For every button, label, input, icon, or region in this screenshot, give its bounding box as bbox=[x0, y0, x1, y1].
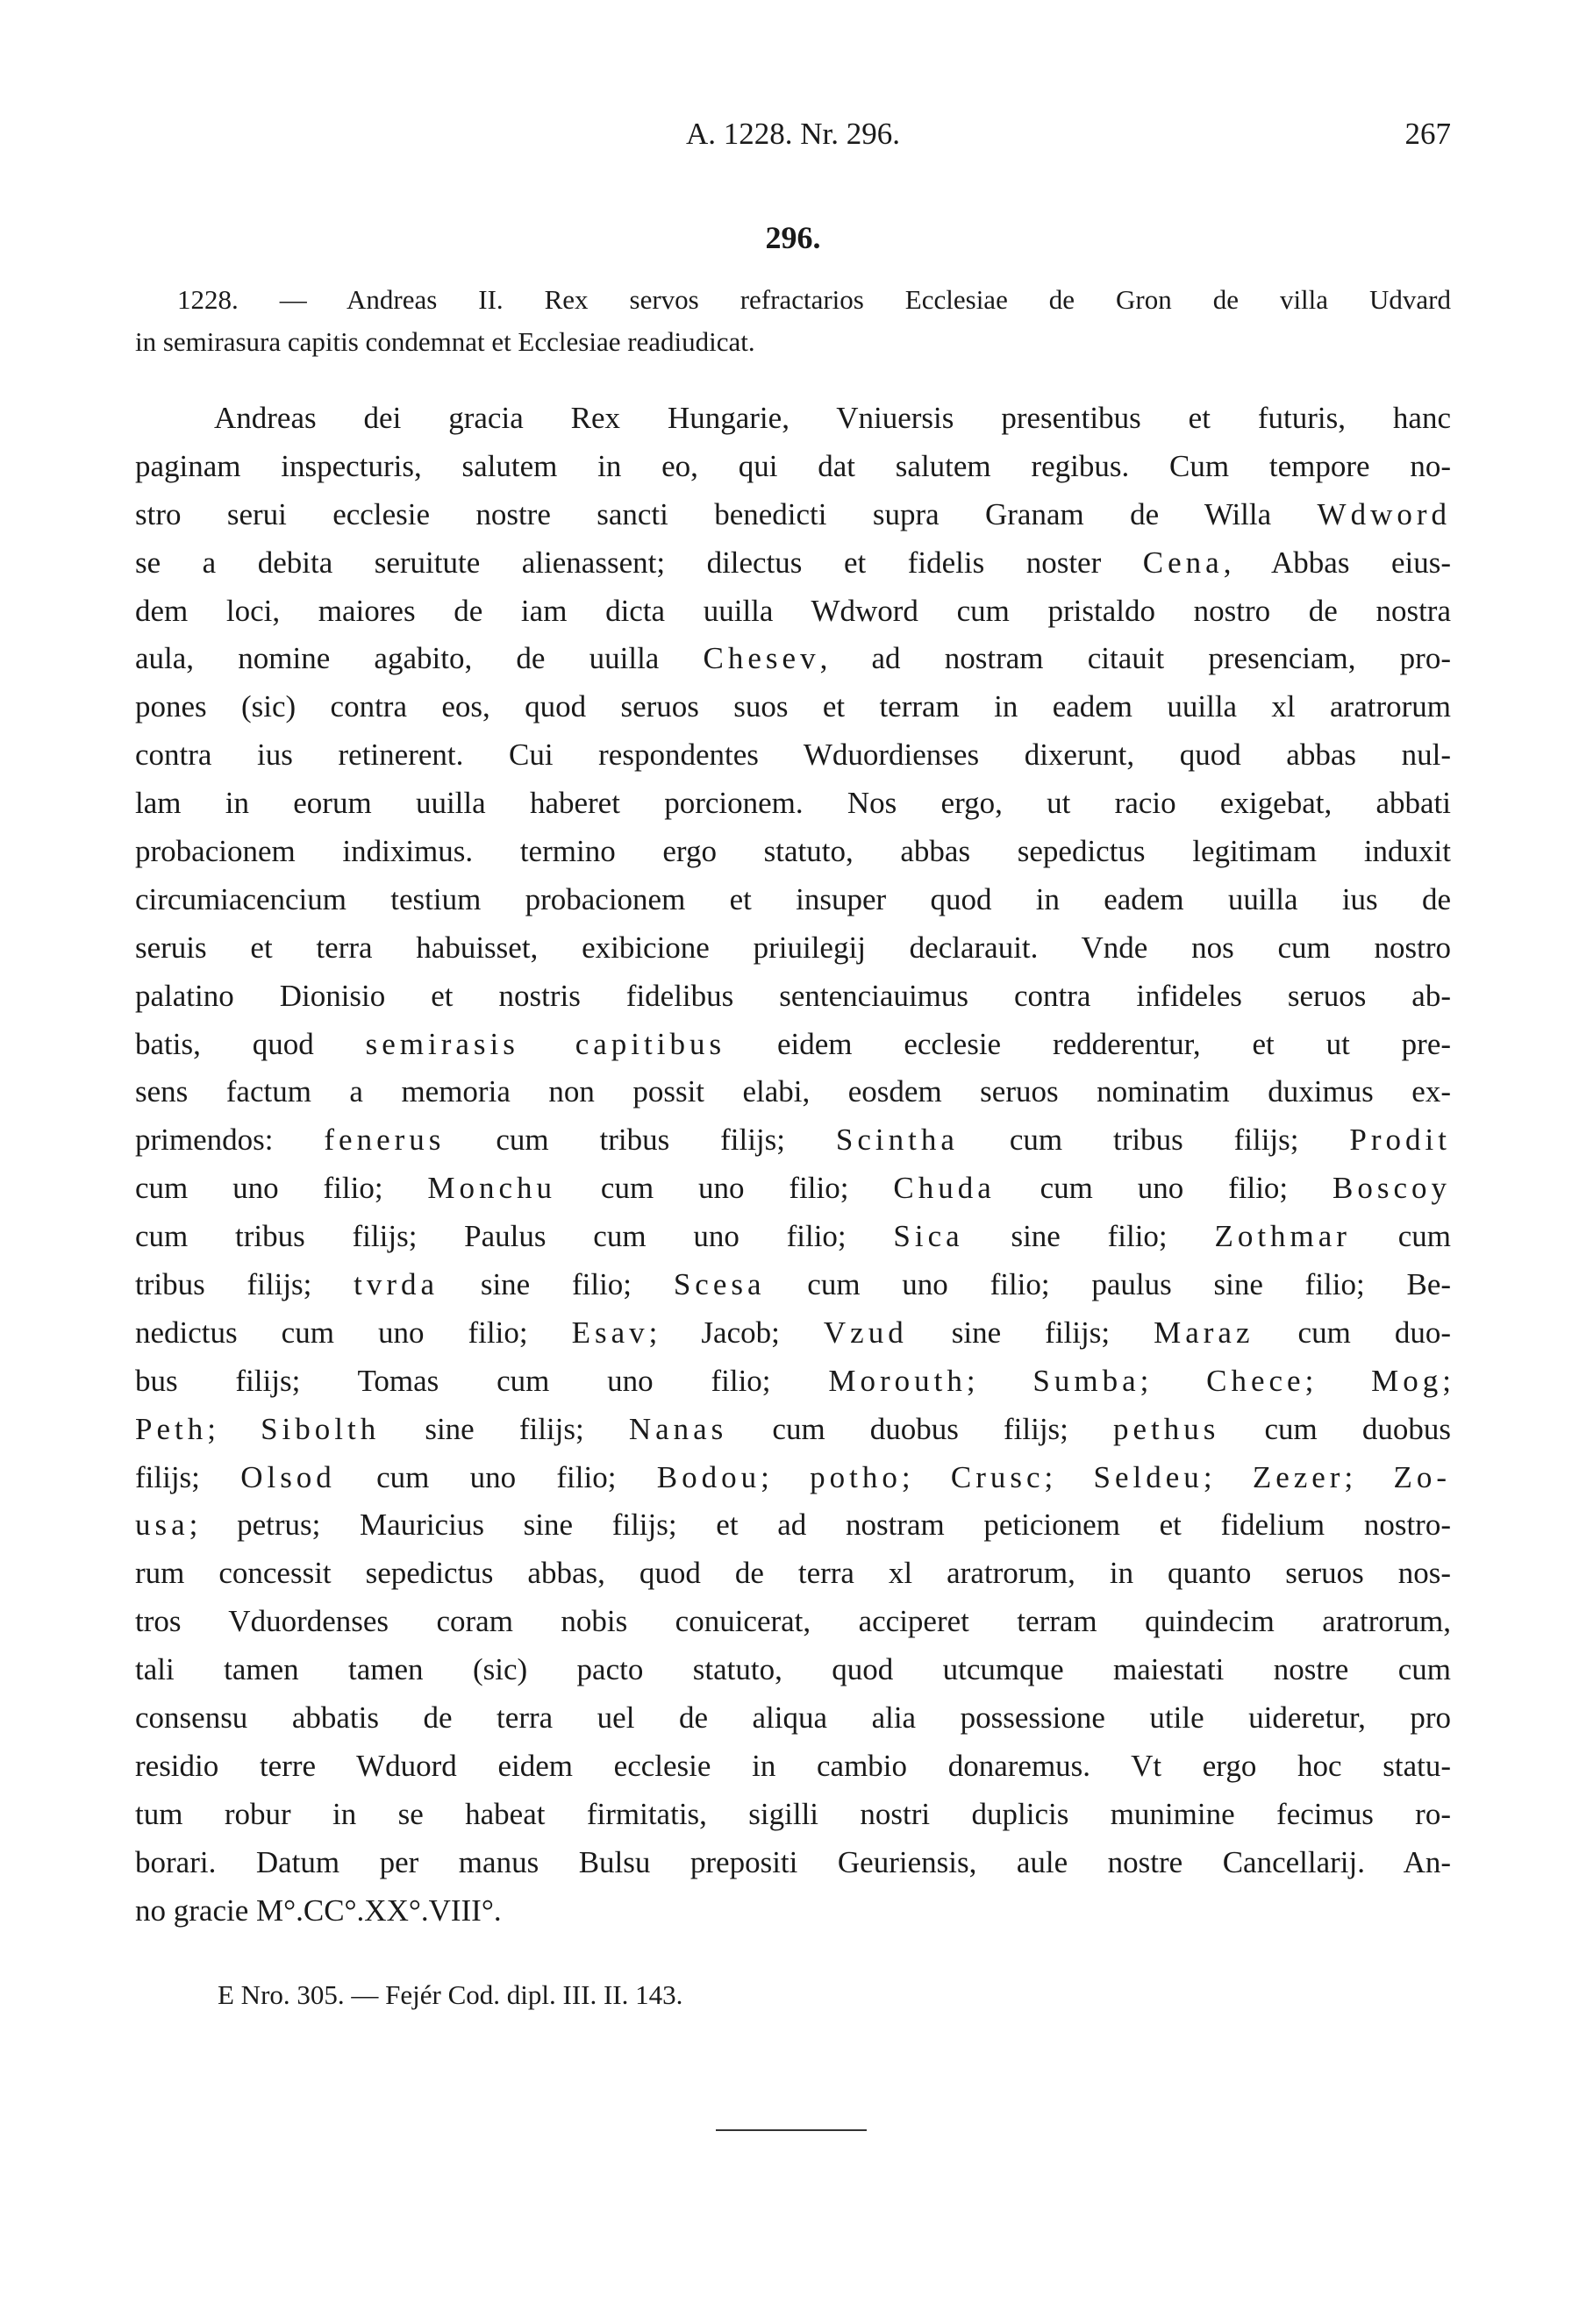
spaced-name: fenerus bbox=[324, 1123, 446, 1158]
spaced-name: Maraz bbox=[1154, 1315, 1254, 1350]
text-line: tali tamen tamen (sic) pacto statuto, quod utcumque maiestati nostre cum bbox=[135, 1652, 1451, 1687]
spaced-name: Crusc bbox=[950, 1459, 1045, 1494]
spaced-name: Boscoy bbox=[1333, 1171, 1451, 1206]
text-line: lam in eorum uuilla haberet porcionem. Nos ergo, ut racio exigebat, abbati bbox=[135, 786, 1451, 821]
text-line: tum robur in se habeat firmitatis, sigilli nostri duplicis munimine fecimus ro- bbox=[135, 1796, 1451, 1831]
spaced-name: Zezer bbox=[1252, 1459, 1345, 1494]
text-line: sens factum a memoria non possit elabi, eosdem seruos nominatim duximus ex- bbox=[135, 1074, 1451, 1109]
text-line: contra ius retinerent. Cui respondentes Wduordienses dixerunt, quod abbas nul- bbox=[135, 738, 1451, 773]
spaced-name: Wdword bbox=[1317, 496, 1451, 531]
summary-line-1: 1228. — Andreas II. Rex servos refractarios Ecclesiae de Gron de villa Udvard bbox=[177, 284, 1451, 315]
spaced-name: Mog bbox=[1371, 1363, 1443, 1398]
running-head-title: A. 1228. Nr. 296. bbox=[685, 117, 901, 151]
spaced-name: Chesev bbox=[703, 641, 820, 676]
text-line: batis, quod semirasis capitibus eidem ecclesie redderentur, et ut pre- bbox=[135, 1026, 1451, 1061]
text-line: dem loci, maiores de iam dicta uuilla Wdword cum pristaldo nostro de nostra bbox=[135, 593, 1451, 628]
text-line: stro serui ecclesie nostre sancti benedicti supra Granam de Willa Wdword bbox=[135, 496, 1451, 531]
text-line: residio terre Wduord eidem ecclesie in cambio donaremus. Vt ergo hoc statu- bbox=[135, 1748, 1451, 1783]
text-line: primendos: fenerus cum tribus filijs; Scintha cum tribus filijs; Prodit bbox=[135, 1123, 1451, 1158]
text-line: paginam inspecturis, salutem in eo, qui dat salutem regibus. Cum tempore no- bbox=[135, 448, 1451, 483]
text-line: probacionem indiximus. termino ergo statuto, abbas sepedictus legitimam induxit bbox=[135, 834, 1451, 869]
spaced-name: Esav bbox=[571, 1315, 649, 1350]
running-head bbox=[135, 114, 1451, 154]
spaced-name: potho bbox=[810, 1459, 902, 1494]
text-line: consensu abbatis de terra uel de aliqua alia possessione utile uideretur, pro bbox=[135, 1700, 1451, 1736]
spaced-name: Scesa bbox=[673, 1267, 766, 1302]
spaced-name: Vzud bbox=[823, 1315, 908, 1350]
text-line: borari. Datum per manus Bulsu prepositi Geuriensis, aule nostre Cancellarij. An- bbox=[135, 1844, 1451, 1879]
page-number: 267 bbox=[1404, 117, 1451, 151]
text-line: no gracie M°.CC°.XX°.VIII°. bbox=[135, 1893, 502, 1928]
document-number: 296. bbox=[765, 220, 821, 255]
text-line: nedictus cum uno filio; Esav; Jacob; Vzud sine filijs; Maraz cum duo- bbox=[135, 1315, 1451, 1350]
spaced-phrase: semirasis capitibus bbox=[365, 1026, 726, 1061]
section-divider bbox=[716, 2129, 867, 2131]
text-line: tribus filijs; tvrda sine filio; Scesa cum uno filio; paulus sine filio; Be- bbox=[135, 1267, 1451, 1302]
source-note: E Nro. 305. — Fejér Cod. dipl. III. II. 143. bbox=[218, 1979, 683, 2010]
text-line: palatino Dionisio et nostris fidelibus sentenciauimus contra infideles seruos ab- bbox=[135, 978, 1451, 1013]
spaced-name: Scintha bbox=[835, 1123, 959, 1158]
text-line: circumiacencium testium probacionem et insuper quod in eadem uuilla ius de bbox=[135, 881, 1451, 916]
spaced-name: Seldeu bbox=[1093, 1459, 1204, 1494]
spaced-name: Sumba bbox=[1032, 1363, 1140, 1398]
text-line: cum tribus filijs; Paulus cum uno filio; Sica sine filio; Zothmar cum bbox=[135, 1219, 1451, 1254]
spaced-name: Chuda bbox=[893, 1171, 996, 1206]
text-line: aula, nomine agabito, de uuilla Chesev, ad nostram citauit presenciam, pro- bbox=[135, 641, 1451, 676]
spaced-name: Cena bbox=[1142, 545, 1224, 580]
text-line: cum uno filio; Monchu cum uno filio; Chuda cum uno filio; Boscoy bbox=[135, 1171, 1451, 1206]
spaced-name: usa bbox=[135, 1508, 189, 1543]
text-line: se a debita seruitute alienassent; dilectus et fidelis noster Cena, Abbas eius- bbox=[135, 545, 1451, 580]
spaced-name: Peth bbox=[135, 1411, 208, 1446]
spaced-name: Sica bbox=[893, 1219, 964, 1254]
spaced-name: Bodou bbox=[656, 1459, 761, 1494]
spaced-name: Zo- bbox=[1393, 1459, 1451, 1494]
spaced-name: Morouth bbox=[828, 1363, 967, 1398]
spaced-name: Prodit bbox=[1349, 1123, 1451, 1158]
spaced-name: pethus bbox=[1113, 1411, 1220, 1446]
spaced-name: Olsod bbox=[240, 1459, 336, 1494]
spaced-name: Sibolth bbox=[261, 1411, 381, 1446]
text-line: filijs; Olsod cum uno filio; Bodou; potho; Crusc; Seldeu; Zezer; Zo- bbox=[135, 1459, 1451, 1494]
charter-text bbox=[135, 395, 1451, 1935]
spaced-name: Zothmar bbox=[1214, 1219, 1351, 1254]
text-line: usa; petrus; Mauricius sine filijs; et ad nostram peticionem et fidelium nostro- bbox=[135, 1508, 1451, 1543]
spaced-name: tvrda bbox=[354, 1267, 439, 1302]
text-line: tros Vduordenses coram nobis conuicerat, acciperet terram quindecim aratrorum, bbox=[135, 1604, 1451, 1639]
summary-line-2: in semirasura capitis condemnat et Ecclesiae readiudicat. bbox=[135, 326, 755, 357]
regest-summary bbox=[135, 279, 1451, 363]
text-line: bus filijs; Tomas cum uno filio; Morouth; Sumba; Chece; Mog; bbox=[135, 1363, 1451, 1398]
spaced-name: Chece bbox=[1206, 1363, 1305, 1398]
text-line: Peth; Sibolth sine filijs; Nanas cum duobus filijs; pethus cum duobus bbox=[135, 1411, 1451, 1446]
text-line: rum concessit sepedictus abbas, quod de terra xl aratrorum, in quanto seruos nos- bbox=[135, 1556, 1451, 1591]
text-line: seruis et terra habuisset, exibicione priuilegij declarauit. Vnde nos cum nostro bbox=[135, 930, 1451, 965]
text-line: Andreas dei gracia Rex Hungarie, Vniuersis presentibus et futuris, hanc bbox=[214, 401, 1451, 435]
spaced-name: Nanas bbox=[628, 1411, 728, 1446]
text-line: pones (sic) contra eos, quod seruos suos et terram in eadem uuilla xl aratrorum bbox=[135, 689, 1451, 724]
spaced-name: Monchu bbox=[427, 1171, 557, 1206]
